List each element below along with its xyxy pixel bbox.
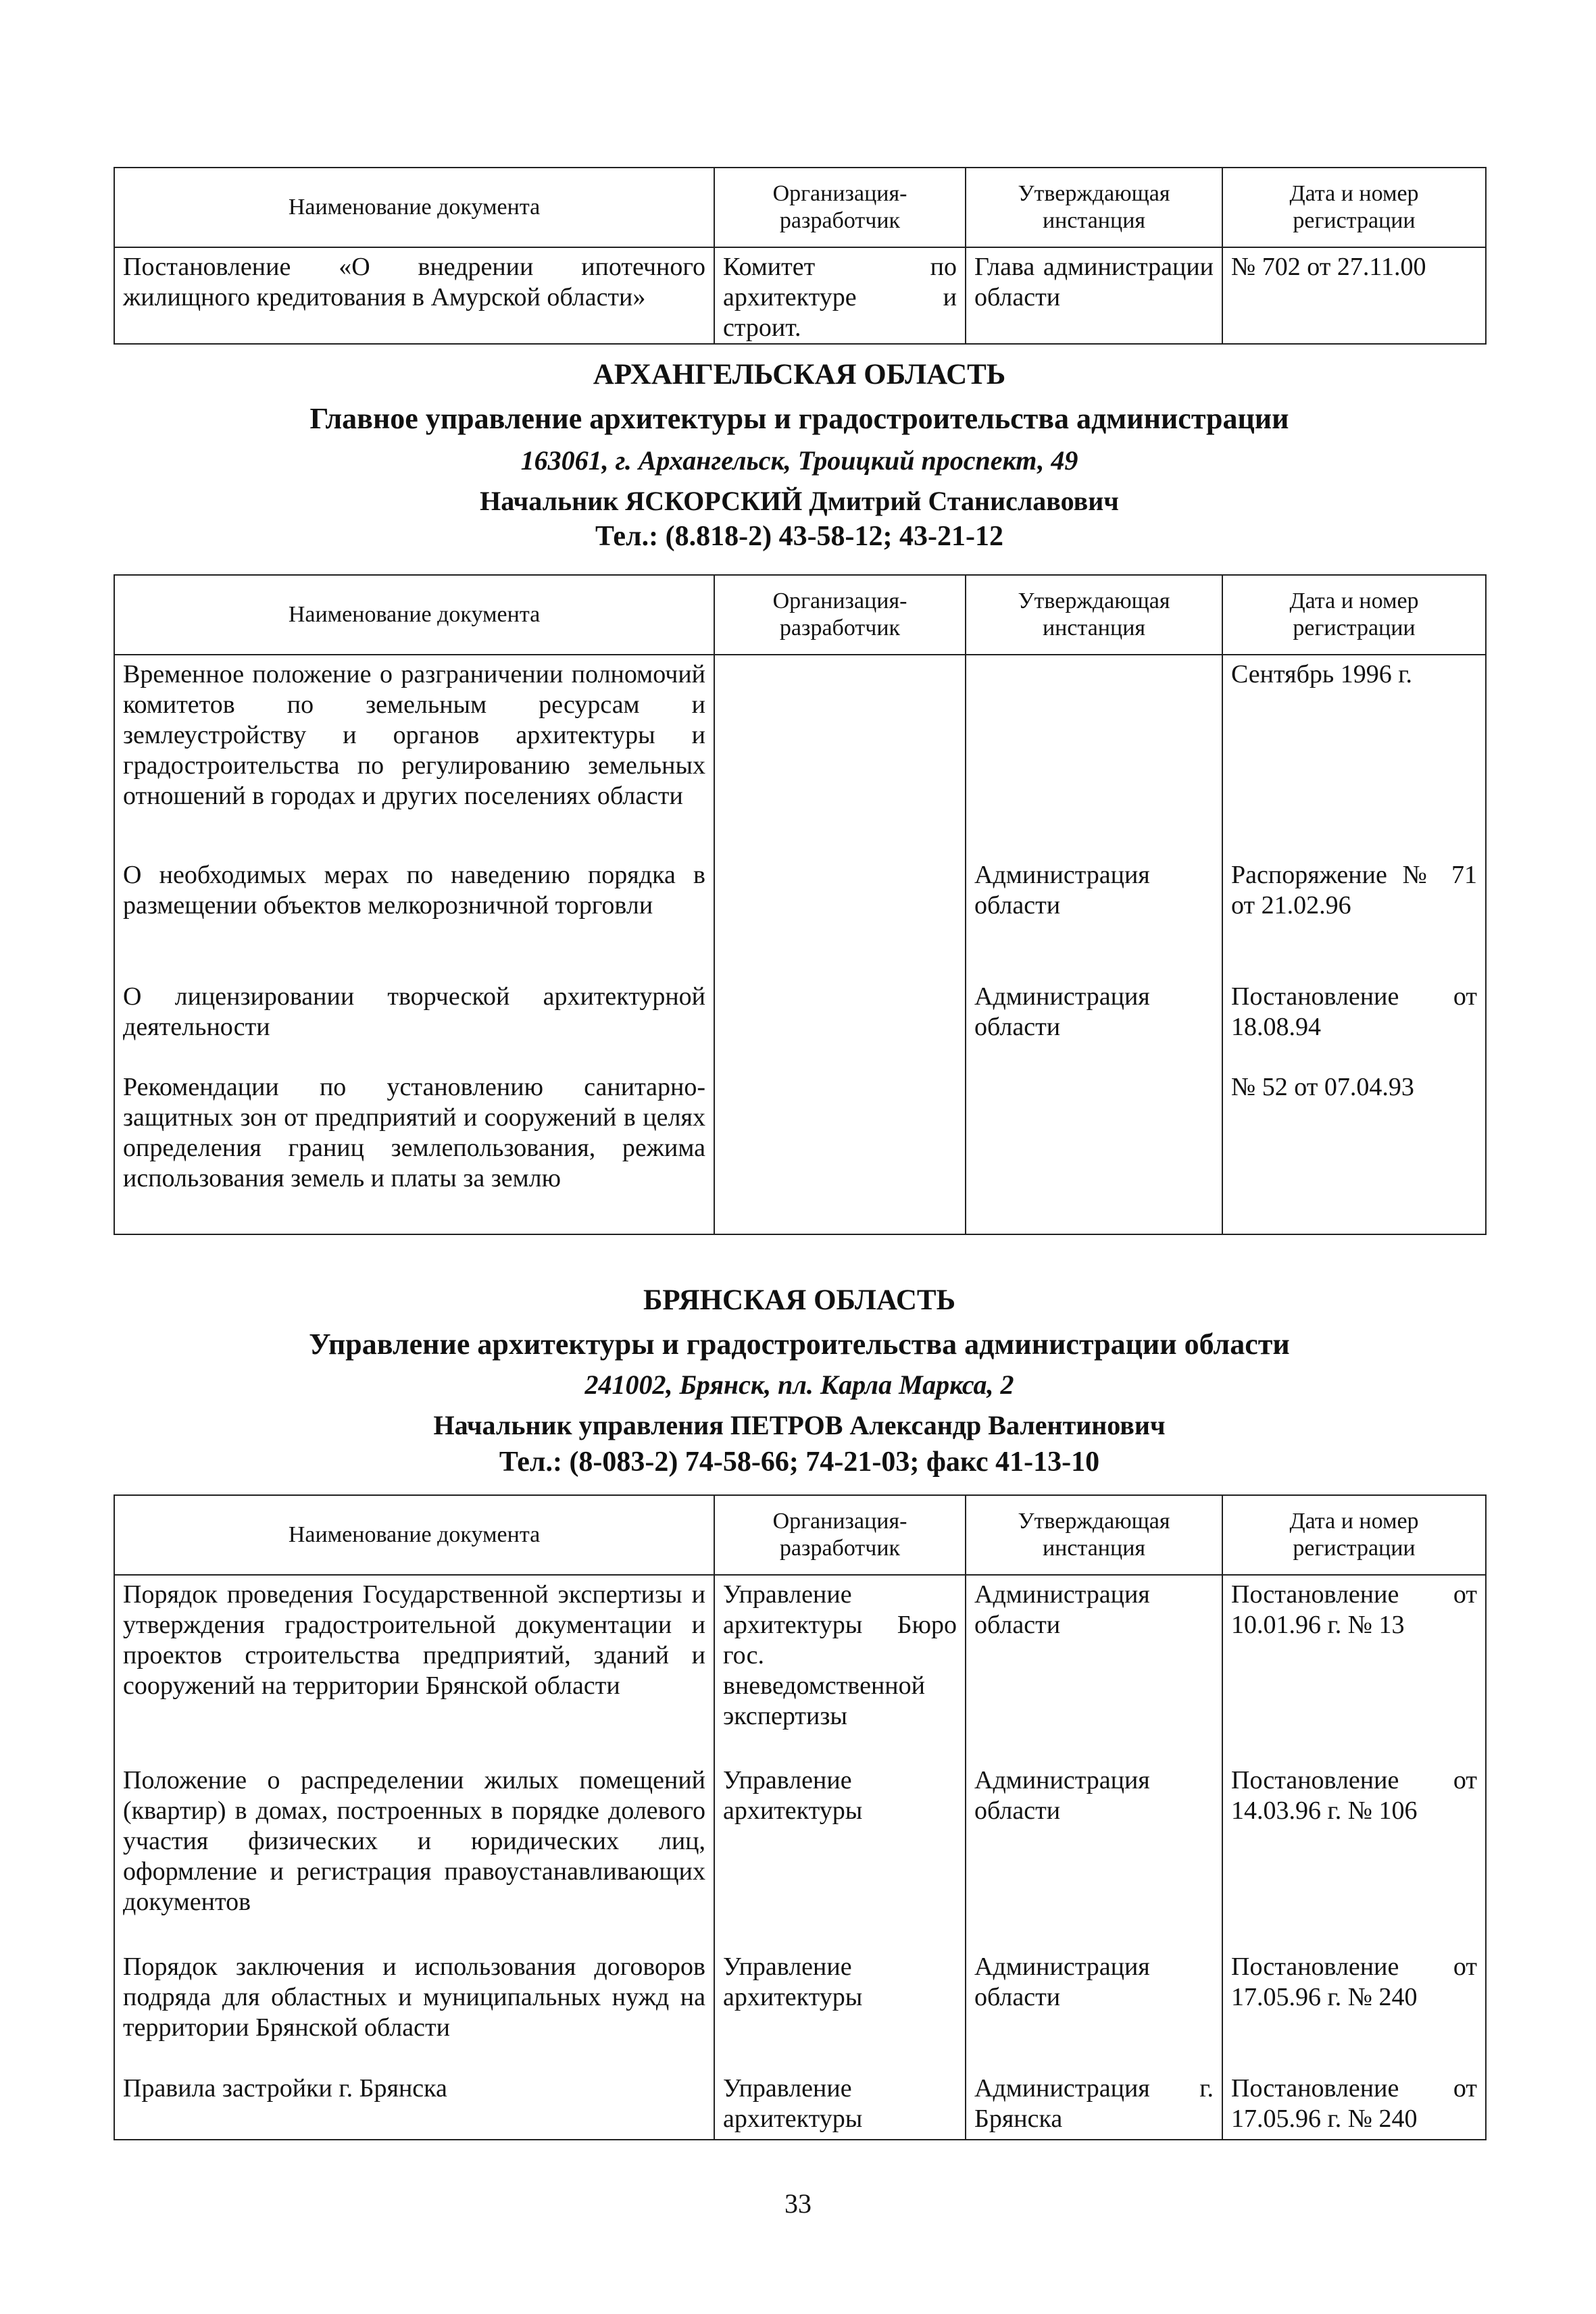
cell-org: Комитет по архитектуре и строит. [714, 247, 966, 344]
section-head-arkhangelsk: Начальник ЯСКОРСКИЙ Дмитрий Станиславович [480, 486, 1119, 516]
cell-date: Сентябрь 1996 г. [1222, 655, 1486, 856]
cell-org: Управление архитектуры [714, 1948, 966, 2069]
section-address-arkhangelsk: 163061, г. Архангельск, Троицкий проспект, 49 [520, 445, 1078, 476]
cell-name: Положение о распределении жилых помещений (квартир) в домах, построенных в порядке долевого участия физических и юридических лиц, оформление и регистрация правоустанавливающих документов [114, 1761, 714, 1948]
cell-name: Рекомендации по установлению санитарно-защитных зон от предприятий и сооружений в целях определения границ землепользования, режима использования земель и платы за землю [114, 1068, 714, 1234]
col-header-name: Наименование документа [114, 1495, 714, 1575]
table-header-row [114, 1495, 1486, 1575]
col-header-name: Наименование документа [114, 168, 714, 247]
cell-date: Постановление от 14.03.96 г. № 106 [1222, 1761, 1486, 1948]
cell-date: Постановление от 17.05.96 г. № 240 [1222, 2069, 1486, 2140]
cell-approver [966, 1068, 1222, 1234]
cell-date: Постановление от 10.01.96 г. № 13 [1222, 1575, 1486, 1761]
cell-approver: Администрация области [966, 1761, 1222, 1948]
col-header-date: Дата и номер регистрации [1222, 168, 1486, 247]
cell-date: № 52 от 07.04.93 [1222, 1068, 1486, 1234]
cell-date: Постановление от 18.08.94 [1222, 978, 1486, 1068]
cell-name: Правила застройки г. Брянска [114, 2069, 714, 2140]
col-header-name: Наименование документа [114, 575, 714, 655]
cell-date: Распоряжение № 71 от 21.02.96 [1222, 856, 1486, 978]
cell-name: Постановление «О внедрении ипотечного жилищного кредитования в Амурской области» [114, 247, 714, 344]
section-org-bryansk: Управление архитектуры и градостроительства администрации области [309, 1328, 1290, 1361]
table-row [114, 1761, 1486, 1948]
cell-org [714, 978, 966, 1068]
section-org-arkhangelsk: Главное управление архитектуры и градостроительства администрации [309, 402, 1289, 435]
section-head-bryansk: Начальник управления ПЕТРОВ Александр Валентинович [433, 1410, 1166, 1440]
cell-date: № 702 от 27.11.00 [1222, 247, 1486, 344]
table-row [114, 1948, 1486, 2069]
cell-name: Временное положение о разграничении полномочий комитетов по земельным ресурсам и землеустройству и органов архитектуры и градостроительства по регулированию земельных отношений в городах и других поселениях области [114, 655, 714, 856]
section-tel-arkhangelsk: Тел.: (8.818-2) 43-58-12; 43-21-12 [595, 521, 1003, 552]
cell-name: Порядок проведения Государственной экспертизы и утверждения градостроительной документации и проектов строительства предприятий, зданий и сооружений на территории Брянской области [114, 1575, 714, 1761]
documents-table-bryansk [114, 1494, 1487, 2140]
section-tel-bryansk: Тел.: (8-083-2) 74-58-66; 74-21-03; факс 41-13-10 [499, 1447, 1100, 1478]
table-row [114, 1068, 1486, 1234]
cell-approver: Администрация области [966, 978, 1222, 1068]
cell-approver: Администрация области [966, 856, 1222, 978]
col-header-approver: Утверждающая инстанция [966, 575, 1222, 655]
col-header-org: Организация- разработчик [714, 575, 966, 655]
cell-org: Управление архитектуры [714, 1761, 966, 1948]
cell-approver: Глава администрации области [966, 247, 1222, 344]
table-row [114, 655, 1486, 856]
col-header-org: Организация- разработчик [714, 1495, 966, 1575]
cell-approver: Администрация области [966, 1948, 1222, 2069]
cell-name: Порядок заключения и использования договоров подряда для областных и муниципальных нужд на территории Брянской области [114, 1948, 714, 2069]
table-row [114, 247, 1486, 344]
table-row [114, 856, 1486, 978]
cell-name: О необходимых мерах по наведению порядка в размещении объектов мелкорозничной торговли [114, 856, 714, 978]
cell-org: Управление архитектуры Бюро гос. вневедомственной экспертизы [714, 1575, 966, 1761]
cell-org [714, 856, 966, 978]
cell-approver: Администрация области [966, 1575, 1222, 1761]
cell-org [714, 655, 966, 856]
cell-org [714, 1068, 966, 1234]
documents-table-arkhangelsk [114, 574, 1487, 1235]
col-header-date: Дата и номер регистрации [1222, 1495, 1486, 1575]
cell-org: Управление архитектуры [714, 2069, 966, 2140]
table-header-row [114, 575, 1486, 655]
table-row [114, 2069, 1486, 2140]
col-header-approver: Утверждающая инстанция [966, 1495, 1222, 1575]
cell-approver: Администрация г. Брянска [966, 2069, 1222, 2140]
table-row [114, 978, 1486, 1068]
section-region-bryansk: БРЯНСКАЯ ОБЛАСТЬ [643, 1284, 956, 1316]
col-header-date: Дата и номер регистрации [1222, 575, 1486, 655]
cell-date: Постановление от 17.05.96 г. № 240 [1222, 1948, 1486, 2069]
page-number: 33 [784, 2188, 812, 2219]
col-header-approver: Утверждающая инстанция [966, 168, 1222, 247]
table-row [114, 1575, 1486, 1761]
section-address-bryansk: 241002, Брянск, пл. Карла Маркса, 2 [584, 1369, 1014, 1400]
col-header-org: Организация- разработчик [714, 168, 966, 247]
cell-approver [966, 655, 1222, 856]
table-header-row [114, 168, 1486, 247]
cell-name: О лицензировании творческой архитектурной деятельности [114, 978, 714, 1068]
section-region-arkhangelsk: АРХАНГЕЛЬСКАЯ ОБЛАСТЬ [593, 359, 1006, 391]
documents-table-1 [114, 167, 1487, 345]
